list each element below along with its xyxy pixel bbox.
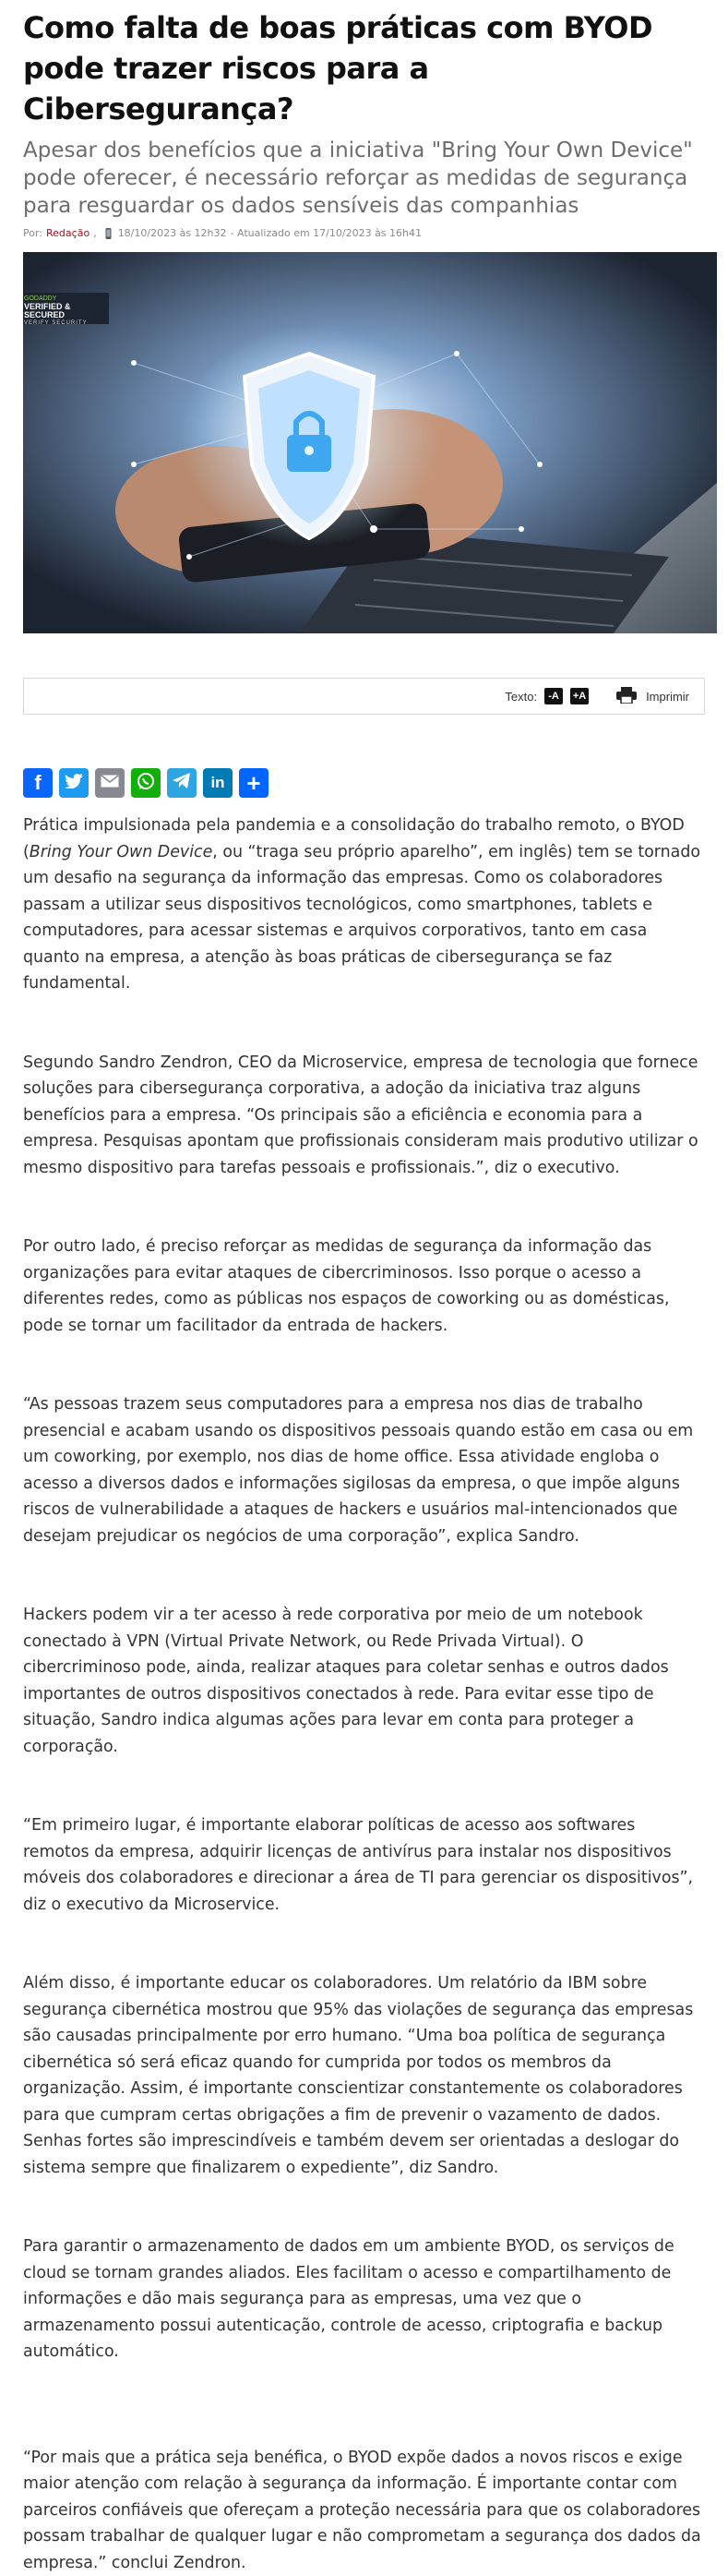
- paragraph-1-part-b: , ou “traga seu próprio aparelho”, em inglês) tem se tornado um desafio na segurança da informação das empresas. Como os colaboradores passam a utilizar seus dispositivos tecnológicos, como smartphones, tablets e computadores, para acessar sistemas e arquivos corporativos, tanto em casa quanto na empresa, a atenção às boas práticas de cibersegurança se faz fundamental.: [23, 843, 700, 993]
- badge-line2: VERIFIED & SECURED: [24, 303, 106, 319]
- paragraph-3: Por outro lado, é preciso reforçar as medidas de segurança da informação das organizações para evitar ataques de cibercriminosos. Isso porque o acesso a diferentes redes, como as públicas nos espaços de coworking ou as domésticas, pode se tornar um facilitador da entrada de hackers.: [23, 1234, 705, 1339]
- published-date: 18/10/2023 às 12h32: [118, 227, 227, 239]
- paragraph-6: “Em primeiro lugar, é importante elaborar políticas de acesso aos softwares remotos da empresa, adquirir licenças de antivírus para instalar nos dispositivos móveis dos colaboradores e direcionar a área de TI para gerenciar os dispositivos”, diz o executivo da Microservice.: [23, 1812, 705, 1918]
- byline: [23, 227, 705, 239]
- article-subtitle: Apesar dos benefícios que a iniciativa "Bring Your Own Device" pode oferecer, é necessário reforçar as medidas de segurança para resguardar os dados sensíveis das companhias: [23, 137, 705, 220]
- verified-secured-badge[interactable]: [23, 293, 109, 324]
- clock-icon: [104, 228, 113, 239]
- facebook-share-button[interactable]: [23, 768, 53, 798]
- badge-line3: VERIFY SECURITY: [24, 319, 106, 328]
- twitter-icon: [65, 774, 83, 793]
- print-label: Imprimir: [646, 690, 689, 704]
- paragraph-1-part-a: Prática impulsionada pela pandemia e a consolidação do trabalho remoto, o BYOD (: [23, 816, 685, 861]
- linkedin-share-button[interactable]: [203, 768, 233, 798]
- telegram-share-button[interactable]: [167, 768, 197, 798]
- more-share-button[interactable]: [239, 768, 269, 798]
- text-size-label: Texto:: [505, 690, 537, 704]
- article-body: [23, 813, 705, 2576]
- byline-comma: ,: [93, 227, 97, 239]
- article-toolbar: [23, 678, 705, 715]
- linkedin-icon: in: [210, 774, 224, 792]
- byline-prefix: Por:: [23, 227, 42, 239]
- whatsapp-share-button[interactable]: [131, 768, 161, 798]
- author-link[interactable]: Redação: [46, 227, 90, 239]
- badge-line1: GODADDY: [24, 295, 106, 303]
- article-container: [0, 7, 728, 2576]
- paragraph-8: Para garantir o armazenamento de dados em um ambiente BYOD, os serviços de cloud se tornam grandes aliados. Eles facilitam o acesso e compartilhamento de informações e dão mais segurança para as empresas, uma vez que o armazenamento possui autenticação, controle de acesso, criptografia e backup automático.: [23, 2233, 705, 2365]
- share-buttons: [23, 768, 705, 798]
- page-title: Como falta de boas práticas com BYOD pode trazer riscos para a Cibersegurança?: [23, 7, 705, 129]
- paragraph-5: Hackers podem vir a ter acesso à rede corporativa por meio de um notebook conectado à VPN (Virtual Private Network, ou Rede Privada Virtual). O cibercriminoso pode, ainda, realizar ataques para coletar senhas e outros dados importantes de outros dispositivos conectados à rede. Para evitar esse tipo de situação, Sandro indica algumas ações para levar em conta para proteger a corporação.: [23, 1602, 705, 1760]
- hero-image: [23, 252, 717, 633]
- byod-term: Bring Your Own Device: [30, 843, 213, 861]
- plus-icon: +: [246, 769, 260, 798]
- decrease-font-button[interactable]: -A: [544, 688, 563, 704]
- paragraph-7: Além disso, é importante educar os colaboradores. Um relatório da IBM sobre segurança cibernética mostrou que 95% das violações de segurança das empresas são causadas principalmente por erro humano. “Uma boa política de segurança cibernética só será eficaz quando for cumprida por todos os membros da organização. Assim, é importante conscientizar constantemente os colaboradores para que cumpram certas obrigações a fim de prevenir o vazamento de dados. Senhas fortes são imprescindíveis e também devem ser orientadas a deslogar do sistema sempre que finalizarem o expediente”, diz Sandro.: [23, 1970, 705, 2181]
- paragraph-9: “Por mais que a prática seja benéfica, o BYOD expõe dados a novos riscos e exige maior atenção com relação à segurança da informação. É importante contar com parceiros confiáveis que ofereçam a proteção necessária para que os colaboradores possam trabalhar de qualquer lugar e não comprometam a segurança dos dados da empresa.” conclui Zendron.: [23, 2445, 705, 2576]
- paragraph-2: Segundo Sandro Zendron, CEO da Microservice, empresa de tecnologia que fornece soluções para cibersegurança corporativa, a adoção da iniciativa traz alguns benefícios para a empresa. “Os principais são a eficiência e economia para a empresa. Pesquisas apontam que profissionais consideram mais produtivo utilizar o mesmo dispositivo para tarefas pessoais e profissionais.”, diz o executivo.: [23, 1050, 705, 1182]
- updated-date: - Atualizado em 17/10/2023 às 16h41: [231, 227, 422, 239]
- email-share-button[interactable]: [95, 768, 125, 798]
- facebook-icon: f: [34, 771, 41, 795]
- increase-font-button[interactable]: +A: [570, 688, 589, 704]
- paragraph-4: “As pessoas trazem seus computadores para a empresa nos dias de trabalho presencial e acabam usando os dispositivos pessoais quando estão em casa ou em um coworking, por exemplo, nos dias de home office. Essa atividade engloba o acesso a diversos dados e informações sigilosas da empresa, o que impõe alguns riscos de vulnerabilidade a ataques de hackers e usuários mal-intencionados que desejam prejudicar os negócios de uma corporação”, explica Sandro.: [23, 1391, 705, 1549]
- paragraph-1: [23, 813, 705, 997]
- twitter-share-button[interactable]: [59, 768, 89, 798]
- whatsapp-icon: [137, 772, 155, 795]
- print-button[interactable]: [616, 687, 689, 706]
- telegram-icon: [173, 773, 191, 794]
- email-icon: [101, 775, 119, 792]
- printer-icon: [616, 687, 637, 706]
